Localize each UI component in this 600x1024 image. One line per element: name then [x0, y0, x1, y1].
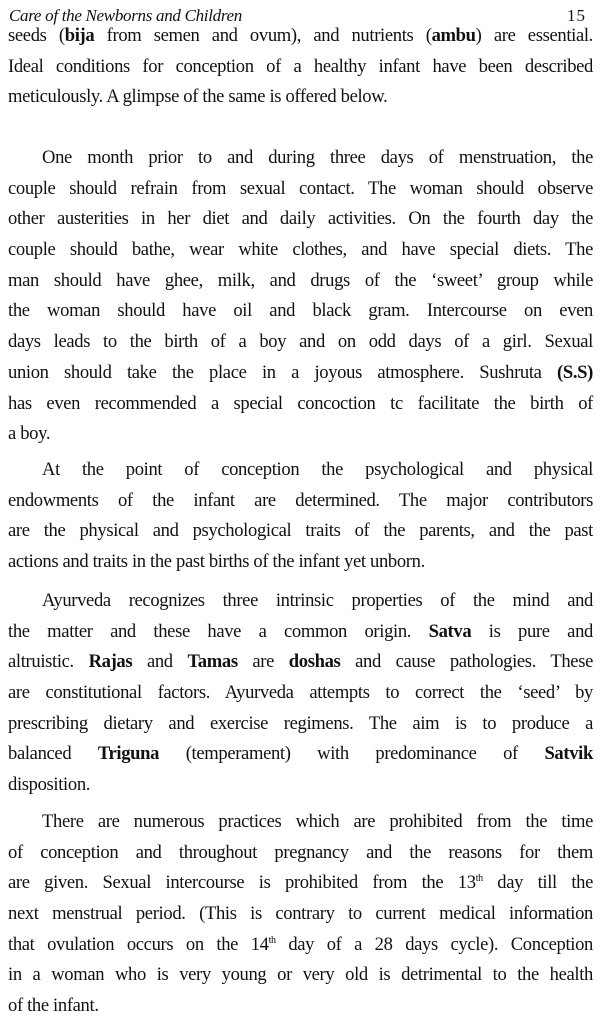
- text-line: [8, 930, 593, 961]
- text-span: has even recommended a special concoction tc facilitate the birth of: [8, 392, 593, 414]
- text-line: [8, 868, 593, 899]
- text-span: are constitutional factors. Ayurveda attempts to correct the ‘seed’ by: [8, 682, 593, 704]
- text-line: [8, 174, 593, 205]
- text-line: [8, 647, 593, 678]
- text-span: day till the: [482, 872, 593, 894]
- text-line: [8, 82, 593, 113]
- text-span: meticulously. A glimpse of the same is offered below.: [8, 86, 388, 108]
- text-line: [8, 678, 593, 709]
- text-span: Ayurveda recognizes three intrinsic properties of the mind and: [42, 590, 593, 611]
- text-span: disposition.: [8, 774, 91, 796]
- text-line: [8, 52, 593, 83]
- text-line: [8, 899, 593, 930]
- text-span: Ideal conditions for conception of a healthy infant have been described: [8, 55, 593, 77]
- bold-term: Satvik: [544, 743, 593, 765]
- text-line: [8, 327, 593, 358]
- text-line: [8, 739, 593, 770]
- text-span: There are numerous practices which are prohibited from the time: [42, 811, 593, 832]
- text-span: (temperament) with predominance of: [159, 743, 545, 765]
- text-span: balanced: [8, 743, 98, 765]
- text-span: and: [132, 651, 188, 673]
- text-span: the woman should have oil and black gram. Intercourse on even: [8, 300, 593, 322]
- text-line: [8, 709, 593, 740]
- text-span: endowments of the infant are determined. The major contributors: [8, 489, 593, 511]
- bold-term: Tamas: [187, 651, 238, 673]
- text-span: altruistic.: [8, 651, 89, 673]
- text-span: are: [237, 651, 289, 673]
- text-span: day of a 28 days cycle). Conception: [275, 933, 593, 955]
- bold-term: Satva: [428, 620, 472, 642]
- text-span: that ovulation occurs on the 14: [8, 933, 269, 955]
- paragraph: [8, 143, 593, 450]
- running-title: Care of the Newborns and Children: [9, 6, 242, 25]
- text-span: are given. Sexual intercourse is prohibited from the 13: [8, 872, 476, 894]
- paragraph: [8, 586, 593, 801]
- text-span: actions and traits in the past births of the infant yet unborn.: [8, 551, 425, 573]
- text-line: [8, 266, 593, 297]
- text-span: seeds (: [8, 25, 65, 46]
- text-line: [8, 547, 593, 578]
- text-span: union should take the place in a joyous atmosphere. Sushruta: [8, 361, 558, 383]
- text-line: [8, 586, 593, 617]
- ordinal-suffix: th: [268, 934, 276, 946]
- text-line: [8, 204, 593, 235]
- text-span: days leads to the birth of a boy and on odd days of a girl. Sexual: [8, 331, 593, 353]
- text-line: [8, 455, 593, 486]
- paragraph: [8, 21, 593, 113]
- text-span: the matter and these have a common origin.: [8, 620, 429, 642]
- text-span: of conception and throughout pregnancy and the reasons for them: [8, 841, 593, 863]
- paragraph: [8, 807, 593, 1022]
- text-line: [8, 143, 593, 174]
- text-span: a boy.: [8, 423, 51, 445]
- text-span: ) are essential.: [475, 25, 593, 46]
- text-span: of the infant.: [8, 995, 99, 1017]
- text-line: [8, 991, 593, 1022]
- text-line: [8, 838, 593, 869]
- text-span: and cause pathologies. These: [340, 651, 593, 673]
- text-line: [8, 419, 593, 450]
- text-line: [8, 235, 593, 266]
- ordinal-suffix: th: [475, 873, 483, 885]
- text-span: At the point of conception the psychological and physical: [42, 459, 593, 480]
- text-span: is pure and: [471, 620, 593, 642]
- text-line: [8, 617, 593, 648]
- text-line: [8, 807, 593, 838]
- bold-term: ambu: [431, 25, 476, 46]
- text-span: One month prior to and during three days of menstruation, the: [42, 147, 593, 168]
- text-span: couple should bathe, wear white clothes, and have special diets. The: [8, 239, 593, 261]
- text-span: other austerities in her diet and daily activities. On the fourth day the: [8, 208, 593, 230]
- bold-term: doshas: [288, 651, 341, 673]
- text-span: prescribing dietary and exercise regimens. The aim is to produce a: [8, 712, 593, 734]
- text-span: couple should refrain from sexual contact. The woman should observe: [8, 177, 593, 199]
- bold-term: Rajas: [88, 651, 133, 673]
- page-number: 15: [567, 6, 586, 25]
- text-span: next menstrual period. (This is contrary to current medical information: [8, 903, 593, 925]
- text-line: [8, 296, 593, 327]
- bold-term: (S.S): [557, 361, 593, 383]
- text-span: in a woman who is very young or very old is detrimental to the health: [8, 964, 593, 986]
- text-line: [8, 516, 593, 547]
- text-line: [8, 770, 593, 801]
- text-line: [8, 960, 593, 991]
- text-span: man should have ghee, milk, and drugs of the ‘sweet’ group while: [8, 269, 593, 291]
- bold-term: Triguna: [97, 743, 160, 765]
- bold-term: bija: [64, 25, 95, 46]
- text-span: from semen and ovum), and nutrients (: [94, 25, 432, 46]
- text-line: [8, 21, 593, 52]
- text-line: [8, 358, 593, 389]
- text-line: [8, 486, 593, 517]
- text-line: [8, 389, 593, 420]
- paragraph: [8, 455, 593, 578]
- text-span: are the physical and psychological traits of the parents, and the past: [8, 520, 593, 542]
